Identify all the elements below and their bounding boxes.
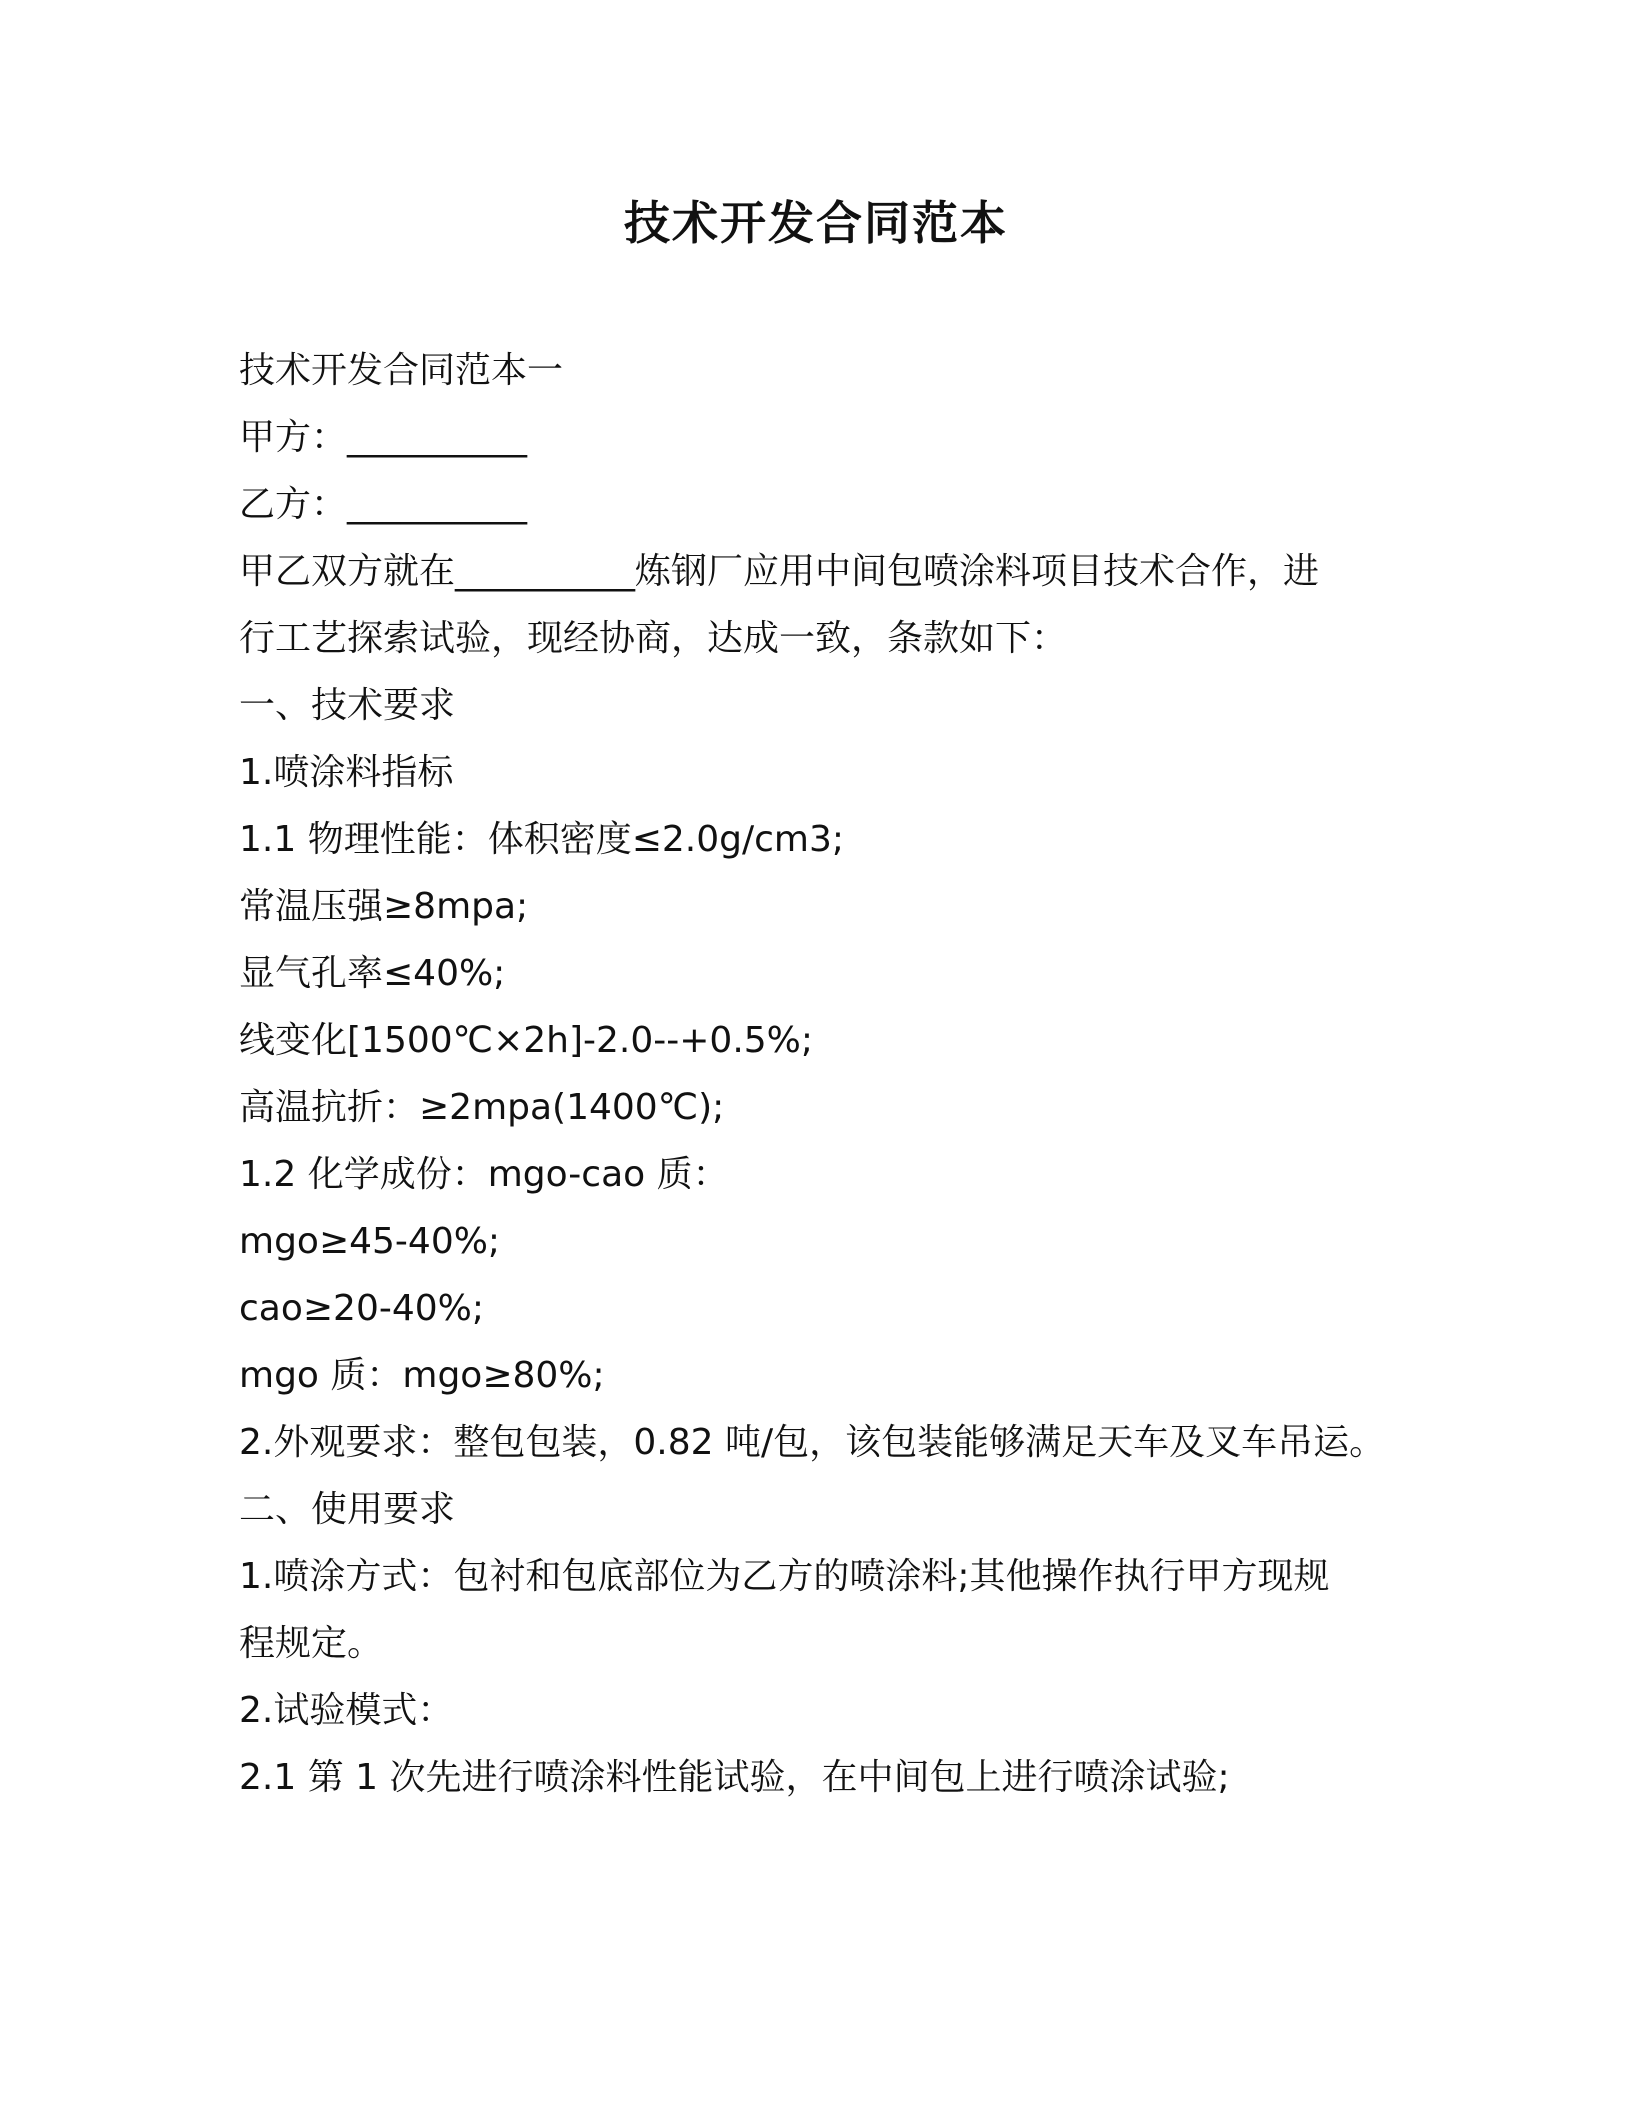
mgo-content-line: mgo≥45-40%;: [239, 1221, 501, 1262]
appearance-requirements-line: 2.外观要求：整包包装，0.82 吨/包，该包装能够满足天车及叉车吊运。: [239, 1422, 1386, 1463]
party-a-line: 甲方：__________: [239, 417, 528, 458]
mgo-quality-line: mgo 质：mgo≥80%;: [239, 1355, 605, 1396]
subheading-coating-indicators: 1.喷涂料指标: [239, 752, 454, 793]
document-body: [239, 337, 1419, 1811]
trial-mode-heading: 2.试验模式：: [239, 1690, 454, 1731]
document-title: 技术开发合同范本: [624, 196, 1008, 250]
cao-content-line: cao≥20-40%;: [239, 1288, 484, 1329]
trial-step-one-line: 2.1 第 1 次先进行喷涂料性能试验，在中间包上进行喷涂试验;: [239, 1757, 1230, 1798]
compressive-strength-line: 常温压强≥8mpa;: [239, 886, 529, 927]
linear-change-line: 线变化[1500℃×2h]-2.0--+0.5%;: [239, 1020, 813, 1061]
section-heading-usage-requirements: 二、使用要求: [239, 1489, 456, 1530]
intro-paragraph-line-1: 甲乙双方就在__________炼钢厂应用中间包喷涂料项目技术合作，进: [239, 551, 1320, 592]
physical-properties-line: 1.1 物理性能：体积密度≤2.0g/cm3;: [239, 819, 844, 860]
chemical-composition-line: 1.2 化学成份：mgo-cao 质：: [239, 1154, 729, 1195]
intro-paragraph-line-2: 行工艺探索试验，现经协商，达成一致，条款如下：: [239, 618, 1068, 659]
spray-method-line-2: 程规定。: [239, 1623, 384, 1664]
party-b-line: 乙方：__________: [239, 484, 528, 525]
section-heading-technical-requirements: 一、技术要求: [239, 685, 456, 726]
section-heading-sample-one: 技术开发合同范本一: [239, 350, 564, 391]
spray-method-line-1: 1.喷涂方式：包衬和包底部位为乙方的喷涂料;其他操作执行甲方现规: [239, 1556, 1330, 1597]
porosity-line: 显气孔率≤40%;: [239, 953, 506, 994]
high-temp-flexural-line: 高温抗折：≥2mpa(1400℃);: [239, 1087, 725, 1128]
